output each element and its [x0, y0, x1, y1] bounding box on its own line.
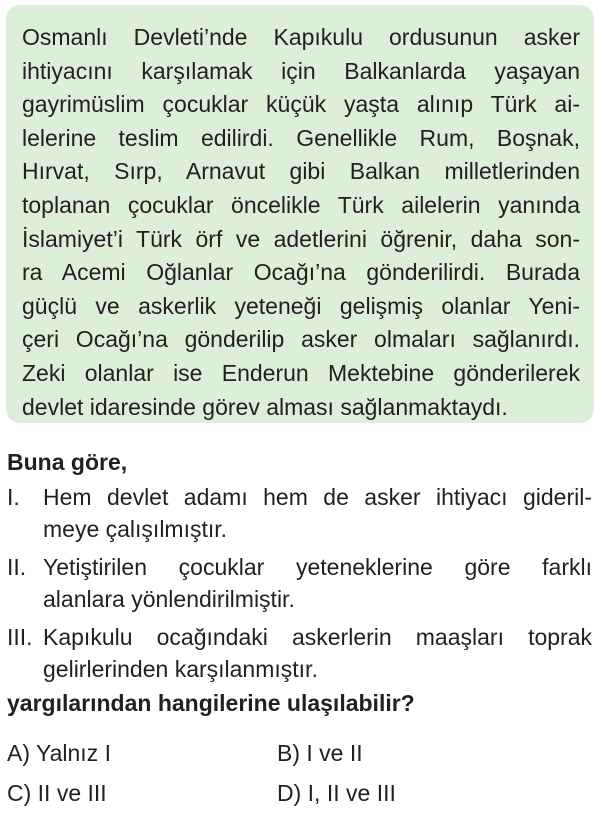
- passage-line: İslamiyet’i Türk örf ve adetlerini öğrenir, daha son-: [22, 225, 580, 252]
- passage-line: çeri Ocağı’na gönderilip asker olmaları sağlanırdı.: [22, 326, 580, 353]
- option-text: I ve II: [306, 740, 363, 766]
- option-a[interactable]: [7, 738, 111, 768]
- statement-number: III.: [7, 624, 33, 650]
- statement-line: gelirlerinden karşılanmıştır.: [43, 656, 318, 682]
- passage-line: Osmanlı Devleti’nde Kapıkulu ordusunun asker: [22, 24, 580, 50]
- option-letter: C): [7, 780, 32, 806]
- option-text: I, II ve III: [307, 780, 396, 806]
- statement-line: Yetiştirilen çocuklar yeteneklerine göre farklı: [43, 554, 592, 580]
- passage-line: gayrimüslim çocuklar küçük yaşta alınıp Türk ai-: [22, 91, 580, 118]
- option-b[interactable]: [277, 738, 363, 768]
- passage-line: toplanan çocuklar öncelikle Türk ailelerin yanında: [22, 191, 580, 218]
- passage-line: ra Acemi Oğlanlar Ocağı’na gönderilirdi. Burada: [22, 259, 580, 286]
- statement-list: [7, 481, 592, 691]
- question-lead: Buna göre,: [7, 449, 128, 475]
- statement-line: alanlara yönlendirilmiştir.: [43, 586, 295, 612]
- statement-item: [7, 481, 592, 545]
- passage-box: [6, 5, 594, 423]
- passage-line: Hırvat, Sırp, Arnavut gibi Balkan milletlerinden: [22, 158, 580, 185]
- option-letter: B): [277, 740, 300, 766]
- option-text: Yalnız I: [35, 740, 111, 766]
- statement-number: I.: [7, 484, 20, 510]
- statement-line: Hem devlet adamı hem de asker ihtiyacı gideril-: [43, 484, 592, 510]
- statement-item: [7, 551, 592, 615]
- option-c[interactable]: [7, 778, 107, 808]
- statement-item: [7, 621, 592, 685]
- statement-line: Kapıkulu ocağındaki askerlerin maaşları toprak: [43, 624, 592, 650]
- statement-line: meye çalışılmıştır.: [43, 516, 228, 542]
- passage-line: lelerine teslim edilirdi. Genellikle Rum, Boşnak,: [22, 124, 580, 151]
- passage-line: ihtiyacını karşılamak için Balkanlarda yaşayan: [22, 57, 580, 84]
- question-prompt: yargılarından hangilerine ulaşılabilir?: [7, 690, 415, 716]
- option-letter: A): [7, 740, 30, 766]
- passage-line: devlet idaresinde görev alması sağlanmaktaydı.: [22, 393, 508, 420]
- passage-line: Zeki olanlar ise Enderun Mektebine gönderilerek: [22, 359, 580, 386]
- option-letter: D): [277, 780, 302, 806]
- option-text: II ve III: [37, 780, 107, 806]
- passage-line: güçlü ve askerlik yeteneği gelişmiş olanlar Yeni-: [22, 292, 580, 319]
- option-d[interactable]: [277, 778, 396, 808]
- statement-number: II.: [7, 554, 27, 580]
